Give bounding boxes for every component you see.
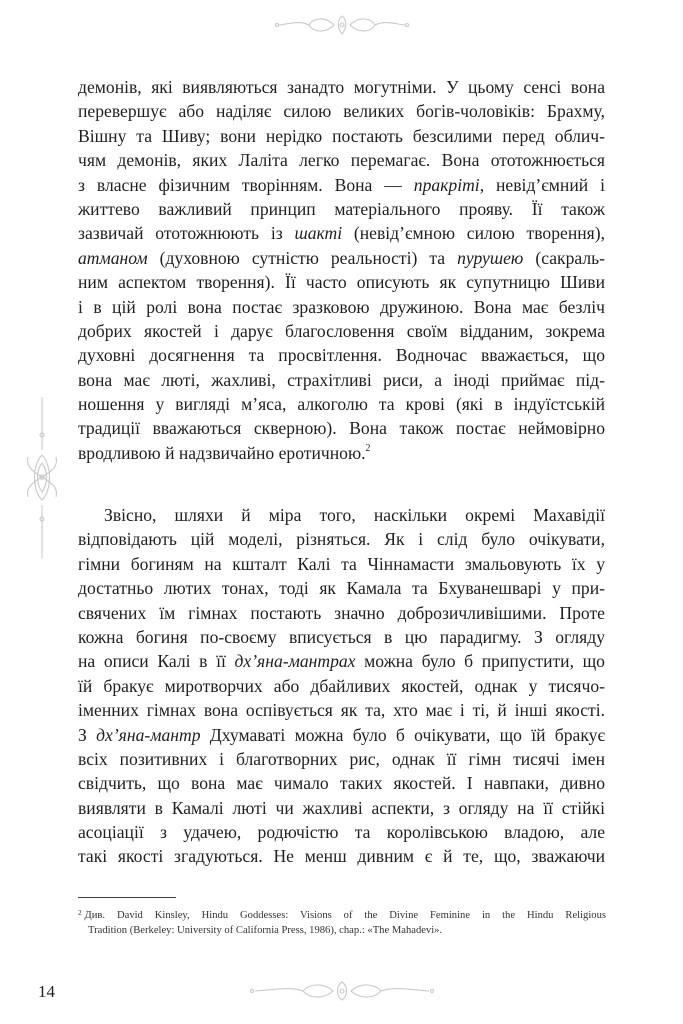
text-segment: Звісно, шляхи й міра того, наскільки окремі Махавідії <box>104 505 605 525</box>
text-line <box>78 576 605 600</box>
text-line <box>78 527 605 551</box>
text-line <box>78 221 605 245</box>
text-segment: чям демонів, яких Лаліта легко перемагає. Вона ототожнюється <box>78 150 605 171</box>
text-line <box>78 771 605 795</box>
text-segment: духовні досягнення та просвітлення. Водночас вважається, що <box>78 345 605 366</box>
text-segment: на описи Калі в її <box>78 651 235 672</box>
text-segment: зазвичай ототожнюють із <box>78 223 295 244</box>
text-segment: вона має люті, жахливі, страхітливі риси, а іноді приймає під- <box>78 369 605 390</box>
italic-term: дх’яна-мантрах <box>234 651 356 672</box>
text-segment: гімни богиням на кшталт Калі та Чіннамасти змальовують їх у <box>78 553 605 574</box>
text-segment: З <box>78 724 97 745</box>
footnote-text-1: Див. David Kinsley, Hindu Goddesses: Visions of the Divine Feminine in the Hindu Religious <box>84 910 606 921</box>
text-line <box>78 148 605 172</box>
text-line <box>78 441 605 465</box>
italic-term: пракріті <box>413 174 480 195</box>
italic-term: пурушею <box>457 247 524 268</box>
footnote-line-1 <box>78 906 606 924</box>
text-line <box>78 124 605 148</box>
paragraph-2 <box>78 503 605 869</box>
footnote-reference: 2 <box>365 442 371 454</box>
italic-term: атманом <box>78 247 148 268</box>
text-segment: асоціації з удачею, родючістю та королівською владою, але <box>78 822 605 843</box>
text-line <box>78 246 605 270</box>
text-line <box>78 723 605 747</box>
text-segment: іменних гімнах вона оспівується як та, хто має і ті, й інші якості. <box>78 700 605 721</box>
text-segment: свячених їм гімнах постають значно доброзичливішими. Проте <box>78 602 605 623</box>
text-segment: свідчить, що вона має чимало таких якостей. І навпаки, дивно <box>78 773 605 794</box>
text-line <box>78 674 605 698</box>
text-line <box>78 197 605 221</box>
text-segment: їй бракує миротворчих або дбайливих якостей, однак у тисячо- <box>78 675 605 696</box>
text-segment: перевершує або наділяє силою великих богів-чоловіків: Брахму, <box>78 101 605 122</box>
text-segment: кожна богиня по-своєму вписується в цю парадигму. З огляду <box>78 626 605 647</box>
text-segment: (сакраль- <box>523 247 606 268</box>
text-segment: відповідають цій моделі, різняться. Як і слід було очікувати, <box>78 529 605 550</box>
text-line <box>78 698 605 722</box>
text-segment: традиції вважаються скверною). Вона також постає неймовірно <box>78 418 605 439</box>
text-segment: Вішну та Шиву; вони нерідко постають безсилими перед облич- <box>78 125 605 146</box>
text-segment: достатньо лютих тонах, тоді як Камала та Бхуванешварі у при- <box>78 578 605 599</box>
text-line <box>78 649 605 673</box>
text-segment: вродливою й надзвичайно еротичною. <box>78 442 366 463</box>
text-segment: і в цій ролі вона постає зразковою дружиною. Вона має безліч <box>78 296 605 317</box>
page-number: 14 <box>38 982 55 1001</box>
footnote-divider <box>78 897 176 898</box>
text-line <box>78 270 605 294</box>
text-line <box>78 820 605 844</box>
text-segment: з власне фізичним творінням. Вона — <box>78 174 414 195</box>
text-segment: ношення у вигляді м’яса, алкоголю та крові (які в індуїстській <box>78 394 605 415</box>
italic-term: шакті <box>294 223 343 244</box>
text-line <box>78 392 605 416</box>
text-segment: демонів, які виявляються занадто могутніми. У цьому сенсі вона <box>78 77 605 97</box>
text-line <box>78 319 605 343</box>
text-line <box>78 625 605 649</box>
text-line <box>78 99 605 123</box>
paragraph-1 <box>78 75 605 465</box>
text-line <box>78 747 605 771</box>
text-segment: (духовною сутністю реальності) та <box>147 247 458 268</box>
footnote-line-2: Tradition (Berkeley: University of California Press, 1986), chap.: «The Mahadevi». <box>88 924 443 936</box>
text-line <box>78 796 605 820</box>
top-floral-ornament-icon <box>267 10 417 40</box>
text-line <box>78 295 605 319</box>
text-line <box>78 552 605 576</box>
side-vertical-ornament-icon <box>22 395 62 560</box>
bottom-floral-ornament-icon <box>237 977 447 1005</box>
text-line <box>78 844 605 868</box>
text-line <box>78 416 605 440</box>
italic-term: дх’яна-мантр <box>96 724 201 745</box>
text-segment: добрих якостей і дарує благословення своїм відданим, зокрема <box>78 320 605 341</box>
text-line <box>78 503 605 527</box>
text-line <box>78 173 605 197</box>
text-segment: Дхумаваті можна було б очікувати, що їй бракує <box>200 724 605 745</box>
text-segment: всіх позитивних і благотворних рис, однак її гімн тисячі імен <box>78 748 605 769</box>
footnote-marker: 2 <box>78 909 82 917</box>
text-segment: можна було б припустити, що <box>355 651 605 672</box>
text-segment: ним аспектом творення). Її часто описують як супутницю Шиви <box>78 272 605 293</box>
text-segment: виявляти в Камалі люті чи жахливі аспекти, з огляду на її стійкі <box>78 797 605 818</box>
text-line <box>78 601 605 625</box>
text-segment: такі якості згадуються. Не менш дивним є й те, що, зважаючи <box>78 846 605 867</box>
text-line <box>78 343 605 367</box>
text-segment: , невід’ємний і <box>479 174 605 195</box>
text-line <box>78 368 605 392</box>
text-segment: (невід’ємною силою творення), <box>342 223 605 244</box>
text-segment: життево важливий принцип матеріального прояву. Її також <box>78 198 605 219</box>
text-line <box>78 75 605 99</box>
footnote <box>78 906 606 938</box>
